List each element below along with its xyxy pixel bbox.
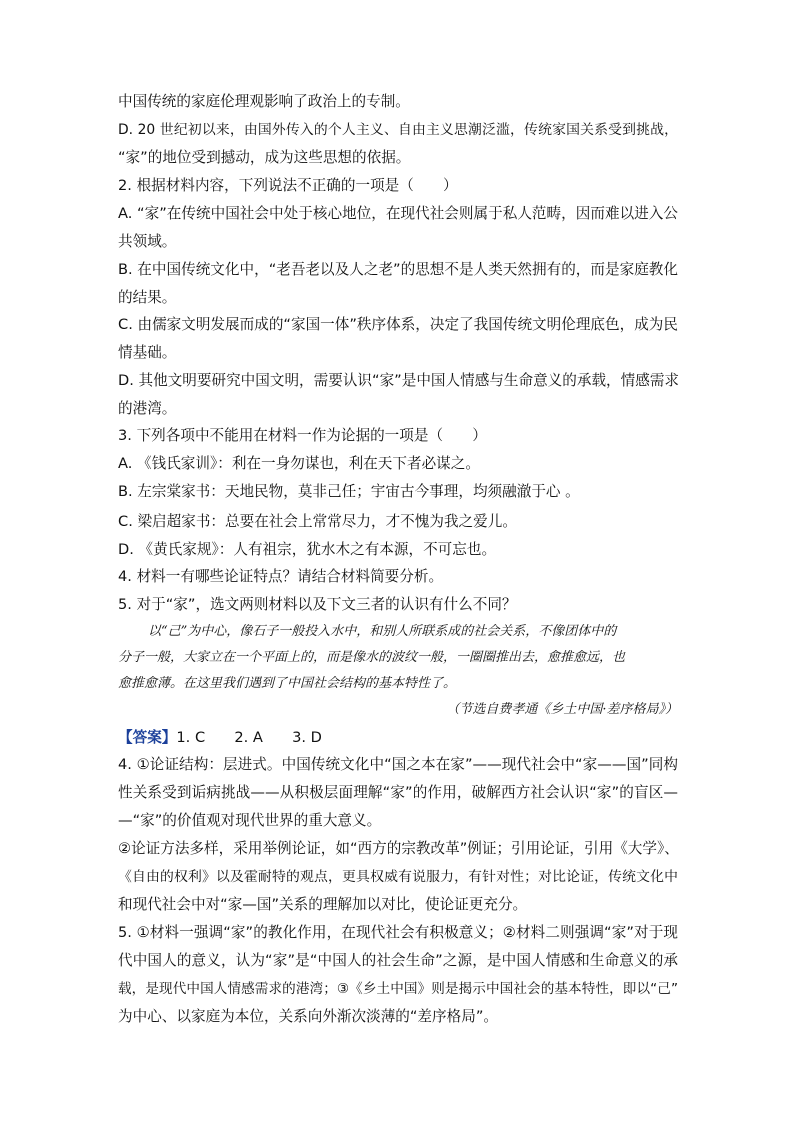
- question-2: 2. 根据材料内容，下列说法不正确的一项是（ ）: [118, 177, 458, 194]
- answer-4-line-6: 和现代社会中对“家—国”关系的理解加以对比，使论证更充分。: [118, 896, 528, 913]
- question-3: 3. 下列各项中不能用在材料一作为论据的一项是（ ）: [118, 427, 487, 444]
- q3-option-c: C. 梁启超家书：总要在社会上常常尽力，才不愧为我之爱儿。: [118, 513, 517, 530]
- quote-line-1: 以“己”为中心，像石子一般投入水中，和别人所联系成的社会关系，不像团体中的: [148, 624, 617, 639]
- answer-5-line-3: 载，是现代中国人情感需求的港湾；③《乡土中国》则是揭示中国社会的基本特性，即以“己”: [118, 981, 678, 997]
- q3-option-a: A. 《钱氏家训》：利在一身勿谋也，利在天下者必谋之。: [118, 455, 480, 472]
- option-d-q1-continuation: “家”的地位受到撼动，成为这些思想的依据。: [118, 149, 411, 166]
- question-4: 4. 材料一有哪些论证特点？请结合材料简要分析。: [118, 568, 444, 585]
- q2-option-b: B. 在中国传统文化中，“老吾老以及人之老”的思想不是人类天然拥有的，而是家庭教化: [118, 261, 678, 278]
- q2-option-c-continuation: 情基础。: [118, 344, 177, 361]
- q2-option-a-continuation: 共领域。: [118, 233, 177, 250]
- q2-option-d: D. 其他文明要研究中国文明，需要认识“家”是中国人情感与生命意义的承载，情感需求: [118, 372, 680, 389]
- option-c-continuation: 中国传统的家庭伦理观影响了政治上的专制。: [118, 93, 410, 110]
- quote-source: （节选自费孝通《乡土中国·差序格局》）: [446, 702, 678, 717]
- answer-5-line-2: 代中国人的意义，认为“家”是“中国人的社会生命”之源，是中国人情感和生命意义的承: [118, 952, 678, 969]
- answer-4-line-4: ②论证方法多样，采用举例论证，如“西方的宗教改革”例证；引用论证，引用《大学》、: [118, 840, 679, 857]
- answer-choices: 1. C 2. A 3. D: [176, 729, 322, 746]
- q2-option-a: A. “家”在传统中国社会中处于核心地位，在现代社会则属于私人范畴，因而难以进入公: [118, 205, 678, 222]
- answer-4-line-2: 性关系受到诟病挑战——从积极层面理解“家”的作用，破解西方社会认识“家”的盲区—: [118, 784, 678, 801]
- answer-5-line-4: 为中心、以家庭为本位，关系向外渐次淡薄的“差序格局”。: [118, 1008, 498, 1025]
- answer-4-line-3: —“家”的价值观对现代世界的重大意义。: [118, 812, 382, 829]
- quote-line-3: 愈推愈薄。在这里我们遇到了中国社会结构的基本特性了。: [118, 676, 457, 691]
- q2-option-d-continuation: 的港湾。: [118, 400, 177, 417]
- q3-option-d: D. 《黄氏家规》：人有祖宗，犹水木之有本源，不可忘也。: [118, 541, 497, 558]
- q2-option-b-continuation: 的结果。: [118, 289, 177, 306]
- answer-line: [118, 728, 678, 748]
- quote-line-2: 分子一般，大家立在一个平面上的，而是像水的波纹一般，一圈圈推出去，愈推愈远，也: [118, 650, 626, 665]
- q3-option-b: B. 左宗棠家书：天地民物，莫非己任；宇宙古今事理，均须融澈于心 。: [118, 483, 580, 500]
- answer-label: 【答案】: [118, 729, 177, 746]
- question-5: 5. 对于“家”，选文两则材料以及下文三者的认识有什么不同？: [118, 596, 517, 613]
- answer-4-line-5: 《自由的权利》以及霍耐特的观点，更具权威有说服力，有针对性；对比论证，传统文化中: [118, 869, 678, 885]
- answer-4-line-1: 4. ①论证结构：层进式。中国传统文化中“国之本在家”——现代社会中“家——国”同构: [118, 756, 678, 773]
- answer-5-line-1: 5. ①材料一强调“家”的教化作用，在现代社会有积极意义；②材料二则强调“家”对于现: [118, 924, 678, 941]
- option-d-q1: D. 20 世纪初以来，由国外传入的个人主义、自由主义思潮泛滥，传统家国关系受到挑战，: [118, 122, 678, 138]
- q2-option-c: C. 由儒家文明发展而成的“家国一体”秩序体系，决定了我国传统文明伦理底色，成为民: [118, 316, 678, 333]
